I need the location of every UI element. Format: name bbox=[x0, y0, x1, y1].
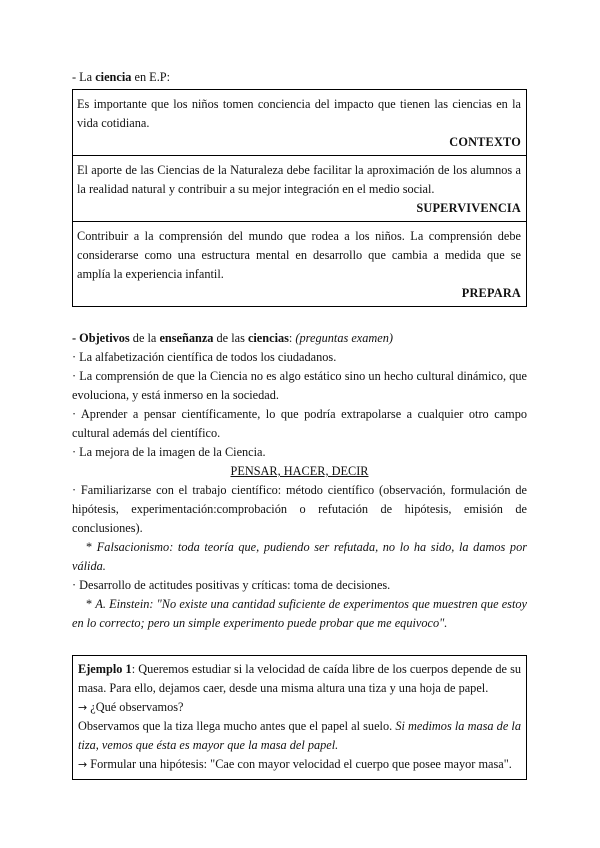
box-prepara-tag: PREPARA bbox=[461, 286, 521, 300]
example-intro: Ejemplo 1: Queremos estudiar si la velocidad de caída libre de los cuerpos depende de su masa. Para ello, dejamos caer, desde una misma altura una tiza y una hoja de papel. bbox=[78, 662, 521, 695]
motto: PENSAR, HACER, DECIR bbox=[230, 464, 369, 478]
objectives-section bbox=[72, 329, 527, 633]
example-hypothesis: → Formular una hipótesis: "Cae con mayor velocidad el cuerpo que posee mayor masa". bbox=[78, 757, 512, 771]
box-supervivencia bbox=[73, 155, 526, 221]
ciencia-boxes bbox=[72, 89, 527, 307]
objective-item: · Aprender a pensar científicamente, lo que podría extrapolarse a cualquier otro campo cultural además del científico. bbox=[72, 407, 527, 440]
box-prepara bbox=[73, 221, 526, 306]
box-contexto bbox=[73, 90, 526, 155]
einstein-quote: * A. Einstein: "No existe una cantidad suficiente de experimentos que muestren que estoy en lo correcto; pero un simple experimento puede probar que me equivoco". bbox=[72, 597, 527, 630]
objective-item: · Familiarizarse con el trabajo científico: método científico (observación, formulación de hipótesis, experimentación:comprobación o refutación de hipótesis, emisión de conclusiones). bbox=[72, 483, 527, 535]
box-supervivencia-tag: SUPERVIVENCIA bbox=[416, 201, 521, 215]
example-title: Ejemplo 1 bbox=[78, 662, 132, 676]
example-observation: Observamos que la tiza llega mucho antes que el papel al suelo. Si medimos la masa de la tiza, vemos que ésta es mayor que la masa del papel. bbox=[78, 719, 521, 752]
example-box bbox=[72, 655, 527, 780]
objective-item: · La comprensión de que la Ciencia no es algo estático sino un hecho cultural dinámico, que evoluciona, y está inmerso en la sociedad. bbox=[72, 369, 527, 402]
objective-item: · Desarrollo de actitudes positivas y críticas: toma de decisiones. bbox=[72, 578, 391, 592]
objective-item: · La mejora de la imagen de la Ciencia. bbox=[72, 445, 266, 459]
objectives-heading: - Objetivos de la enseñanza de las ciencias: (preguntas examen) bbox=[72, 331, 393, 345]
example-question: → ¿Qué observamos? bbox=[78, 700, 184, 714]
document-page bbox=[72, 68, 527, 780]
box-prepara-text: Contribuir a la comprensión del mundo que rodea a los niños. La comprensión debe considerarse como una estructura mental en desarrollo que cambia a medida que se amplía la experiencia infantil. bbox=[77, 229, 521, 281]
box-contexto-text: Es importante que los niños tomen conciencia del impacto que tienen las ciencias en la vida cotidiana. bbox=[77, 97, 521, 130]
box-contexto-tag: CONTEXTO bbox=[449, 135, 521, 149]
arrow-right-icon: → bbox=[78, 701, 88, 714]
arrow-right-icon: → bbox=[78, 758, 88, 771]
objective-item: · La alfabetización científica de todos los ciudadanos. bbox=[72, 350, 337, 364]
keyword-ciencia: ciencia bbox=[95, 70, 132, 84]
box-supervivencia-text: El aporte de las Ciencias de la Naturaleza debe facilitar la aproximación de los alumnos a la realidad natural y contribuir a su mejor integración en el medio social. bbox=[77, 163, 521, 196]
falsacionismo-quote: * Falsacionismo: toda teoría que, pudiendo ser refutada, no lo ha sido, la damos por válida. bbox=[72, 540, 527, 573]
exam-note: (preguntas examen) bbox=[295, 331, 393, 345]
section-heading-ciencia: - La ciencia en E.P: bbox=[72, 70, 171, 84]
